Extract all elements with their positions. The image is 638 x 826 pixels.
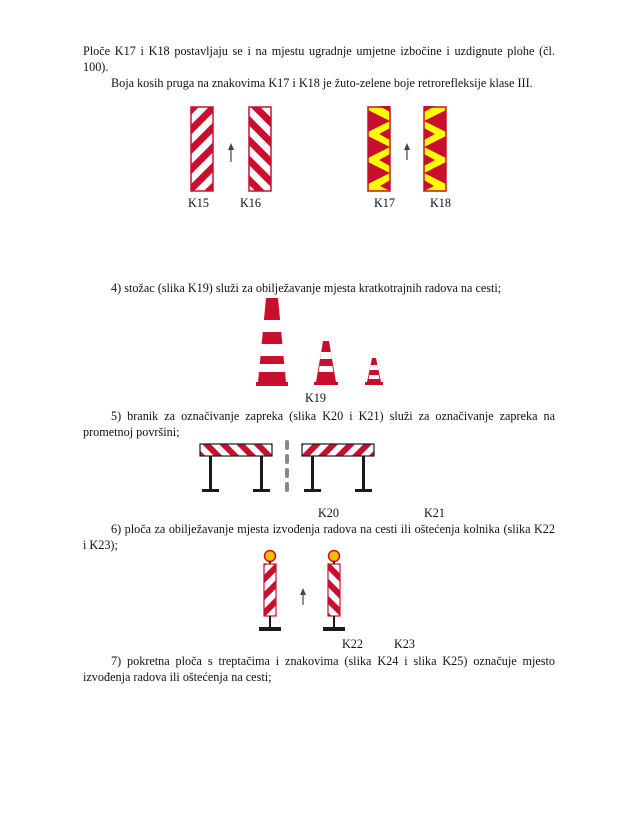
k16-board bbox=[249, 107, 271, 191]
label-k20: K20 bbox=[318, 506, 339, 520]
paragraph-k17-k18-placement: Ploče K17 i K18 postavljaju se i na mjestu ugradnje umjetne izbočine i uzdignute plohe (čl. 100). bbox=[83, 44, 555, 74]
label-k23: K23 bbox=[394, 637, 415, 651]
k18-board bbox=[424, 106, 446, 191]
k21-barrier bbox=[302, 444, 374, 492]
figure-k19-cones bbox=[254, 296, 386, 388]
k22-board bbox=[259, 551, 281, 632]
k23-board bbox=[323, 551, 345, 632]
paragraph-mobile-board: 7) pokretna ploča s treptačima i znakovima (slika K24 i slika K25) označuje mjesto izvođenja radova ili oštećenja na cesti; bbox=[83, 654, 555, 684]
cone-large bbox=[256, 298, 288, 386]
label-k16: K16 bbox=[240, 196, 261, 210]
paragraph-stripe-color: Boja kosih pruga na znakovima K17 i K18 je žuto-zelene boje retrorefleksije klase III. bbox=[111, 76, 533, 90]
figure-k20-k21-barriers bbox=[198, 440, 378, 502]
up-arrow-icon bbox=[228, 143, 234, 162]
k17-board bbox=[368, 106, 390, 191]
dashed-divider bbox=[285, 440, 289, 492]
label-k17: K17 bbox=[374, 196, 395, 210]
label-k21: K21 bbox=[424, 506, 445, 520]
label-k18: K18 bbox=[430, 196, 451, 210]
label-k19: K19 bbox=[305, 391, 326, 405]
paragraph-work-board: 6) ploča za obilježavanje mjesta izvođenja radova na cesti ili oštećenja kolnika (slika K22 i K23); bbox=[83, 522, 555, 552]
paragraph-barrier: 5) branik za označivanje zapreka (slika K20 i K21) služi za označivanje zapreka na prometnoj površini; bbox=[83, 409, 555, 439]
label-k15: K15 bbox=[188, 196, 209, 210]
k20-barrier bbox=[200, 444, 272, 492]
up-arrow-icon bbox=[300, 588, 306, 605]
k15-board bbox=[191, 107, 213, 191]
cone-small bbox=[365, 358, 383, 385]
up-arrow-icon bbox=[404, 143, 410, 160]
cone-medium bbox=[314, 341, 338, 385]
figure-k15-k16 bbox=[190, 106, 272, 192]
figure-k22-k23 bbox=[256, 549, 350, 633]
label-k22: K22 bbox=[342, 637, 363, 651]
paragraph-cone: 4) stožac (slika K19) služi za obilježavanje mjesta kratkotrajnih radova na cesti; bbox=[111, 281, 502, 295]
figure-k17-k18 bbox=[367, 106, 447, 192]
